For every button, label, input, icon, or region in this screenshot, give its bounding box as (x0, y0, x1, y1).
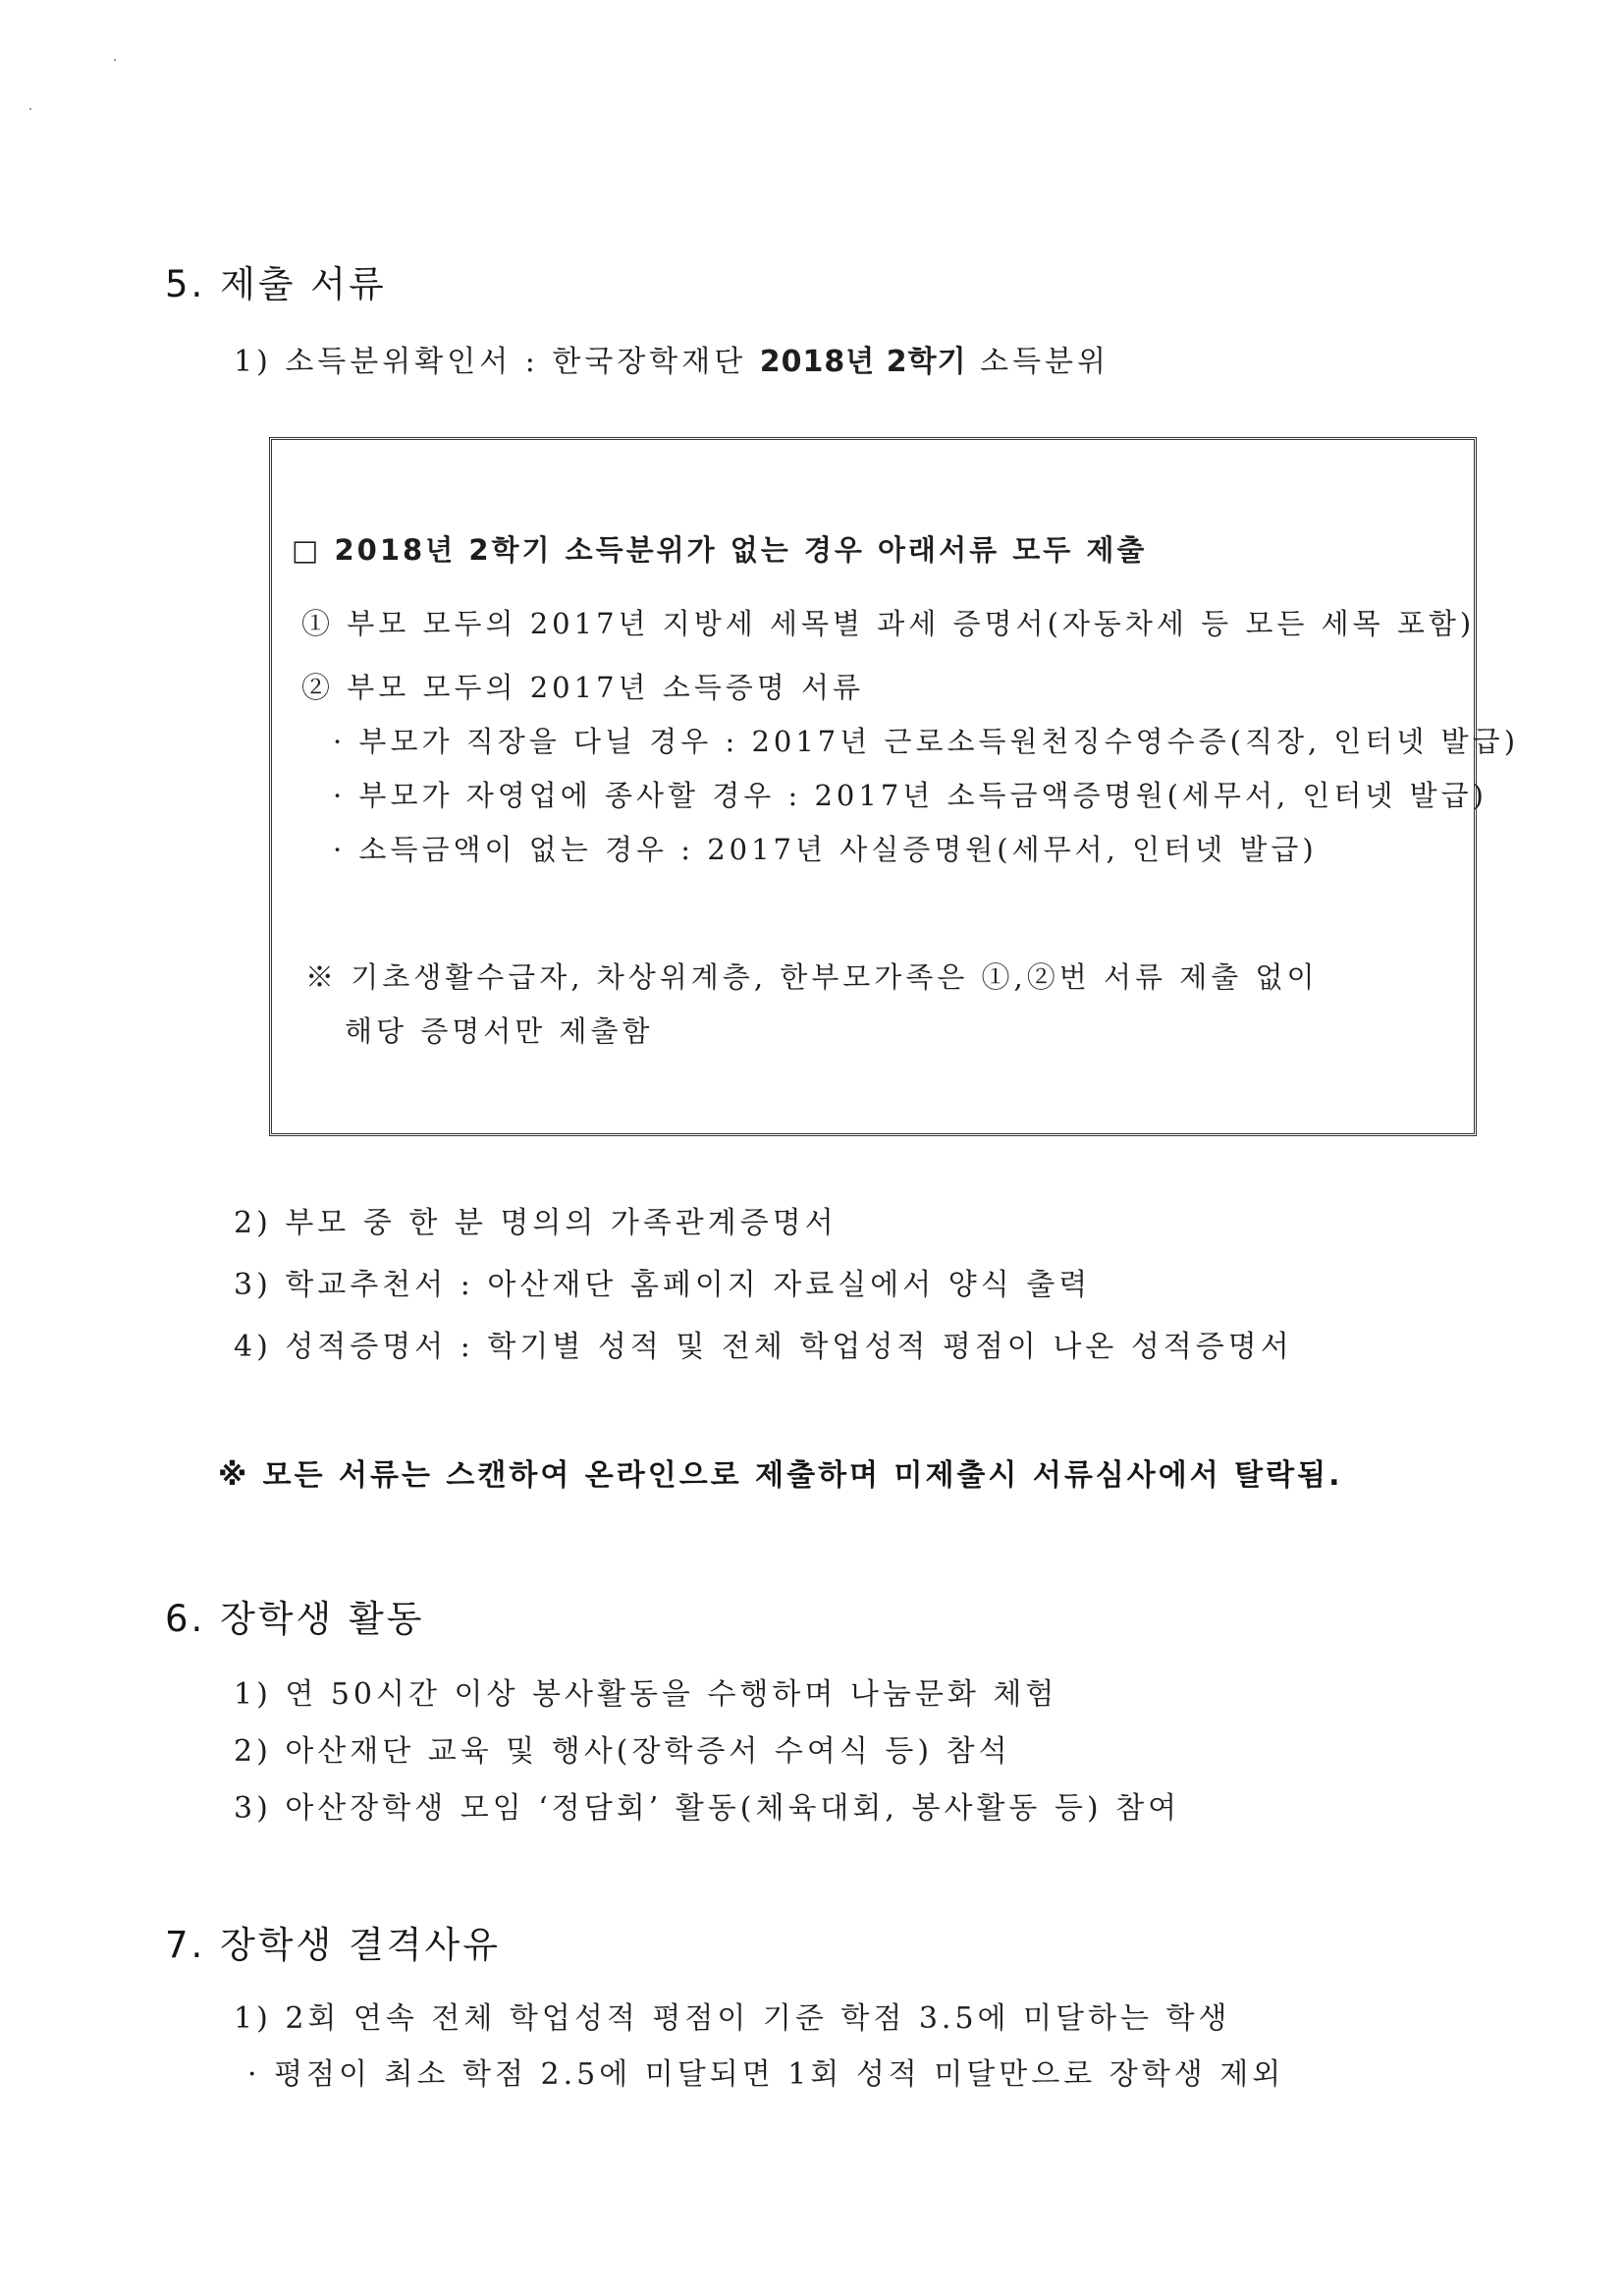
submission-warning: ※ 모든 서류는 스캔하여 온라인으로 제출하며 미제출시 서류심사에서 탈락됨. (218, 1458, 1343, 1493)
notice-sub-2: · 부모가 자영업에 종사할 경우 : 2017년 소득금액증명원(세무서, 인터넷 발급) (333, 779, 1488, 812)
section-6-item-2: 2) 아산재단 교육 및 행사(장학증서 수여식 등) 참석 (234, 1734, 1011, 1769)
notice-sub-1: · 부모가 직장을 다닐 경우 : 2017년 근로소득원천징수영수증(직장, 인터넷 발급) (333, 725, 1520, 758)
section-7-heading: 7. 장학생 결격사유 (165, 1924, 502, 1966)
income-notice-box (269, 437, 1520, 1136)
notice-note-2: 해당 증명서만 제출함 (345, 1014, 654, 1048)
item-1-suffix: 소득분위 (966, 345, 1110, 379)
section-7-item-1: 1) 2회 연속 전체 학업성적 평점이 기준 학점 3.5에 미달하는 학생 (234, 2001, 1231, 2036)
section-5-item-2: 2) 부모 중 한 분 명의의 가족관계증명서 (234, 1206, 838, 1240)
section-7-item-1-sub: · 평점이 최소 학점 2.5에 미달되면 1회 성적 미달만으로 장학생 제외 (247, 2057, 1285, 2092)
notice-line-1: ① 부모 모두의 2017년 지방세 세목별 과세 증명서(자동차세 등 모든 세목 포함) (301, 607, 1476, 640)
section-5-item-1 (234, 337, 1109, 380)
item-1-prefix: 1) 소득분위확인서 : 한국장학재단 (234, 345, 760, 379)
notice-box-title: □ 2018년 2학기 소득분위가 없는 경우 아래서류 모두 제출 (292, 533, 1148, 567)
notice-sub-3: · 소득금액이 없는 경우 : 2017년 사실증명원(세무서, 인터넷 발급) (333, 833, 1318, 866)
scan-speck (29, 108, 31, 110)
section-6-heading: 6. 장학생 활동 (165, 1598, 425, 1640)
section-5-item-3: 3) 학교추천서 : 아산재단 홈페이지 자료실에서 양식 출력 (234, 1268, 1092, 1302)
notice-note-1: ※ 기초생활수급자, 차상위계층, 한부모가족은 ①,②번 서류 제출 없이 (305, 960, 1319, 994)
section-5-item-4: 4) 성적증명서 : 학기별 성적 및 전체 학업성적 평점이 나온 성적증명서 (234, 1330, 1293, 1364)
notice-line-2: ② 부모 모두의 2017년 소득증명 서류 (301, 671, 865, 704)
section-5-heading: 5. 제출 서류 (165, 263, 387, 305)
section-6-item-1: 1) 연 50시간 이상 봉사활동을 수행하며 나눔문화 체험 (234, 1677, 1058, 1712)
item-1-semester: 2018년 2학기 (759, 345, 967, 379)
section-6-item-3: 3) 아산장학생 모임 ‘정담회’ 활동(체육대회, 봉사활동 등) 참여 (234, 1791, 1181, 1826)
scan-speck (114, 59, 116, 61)
